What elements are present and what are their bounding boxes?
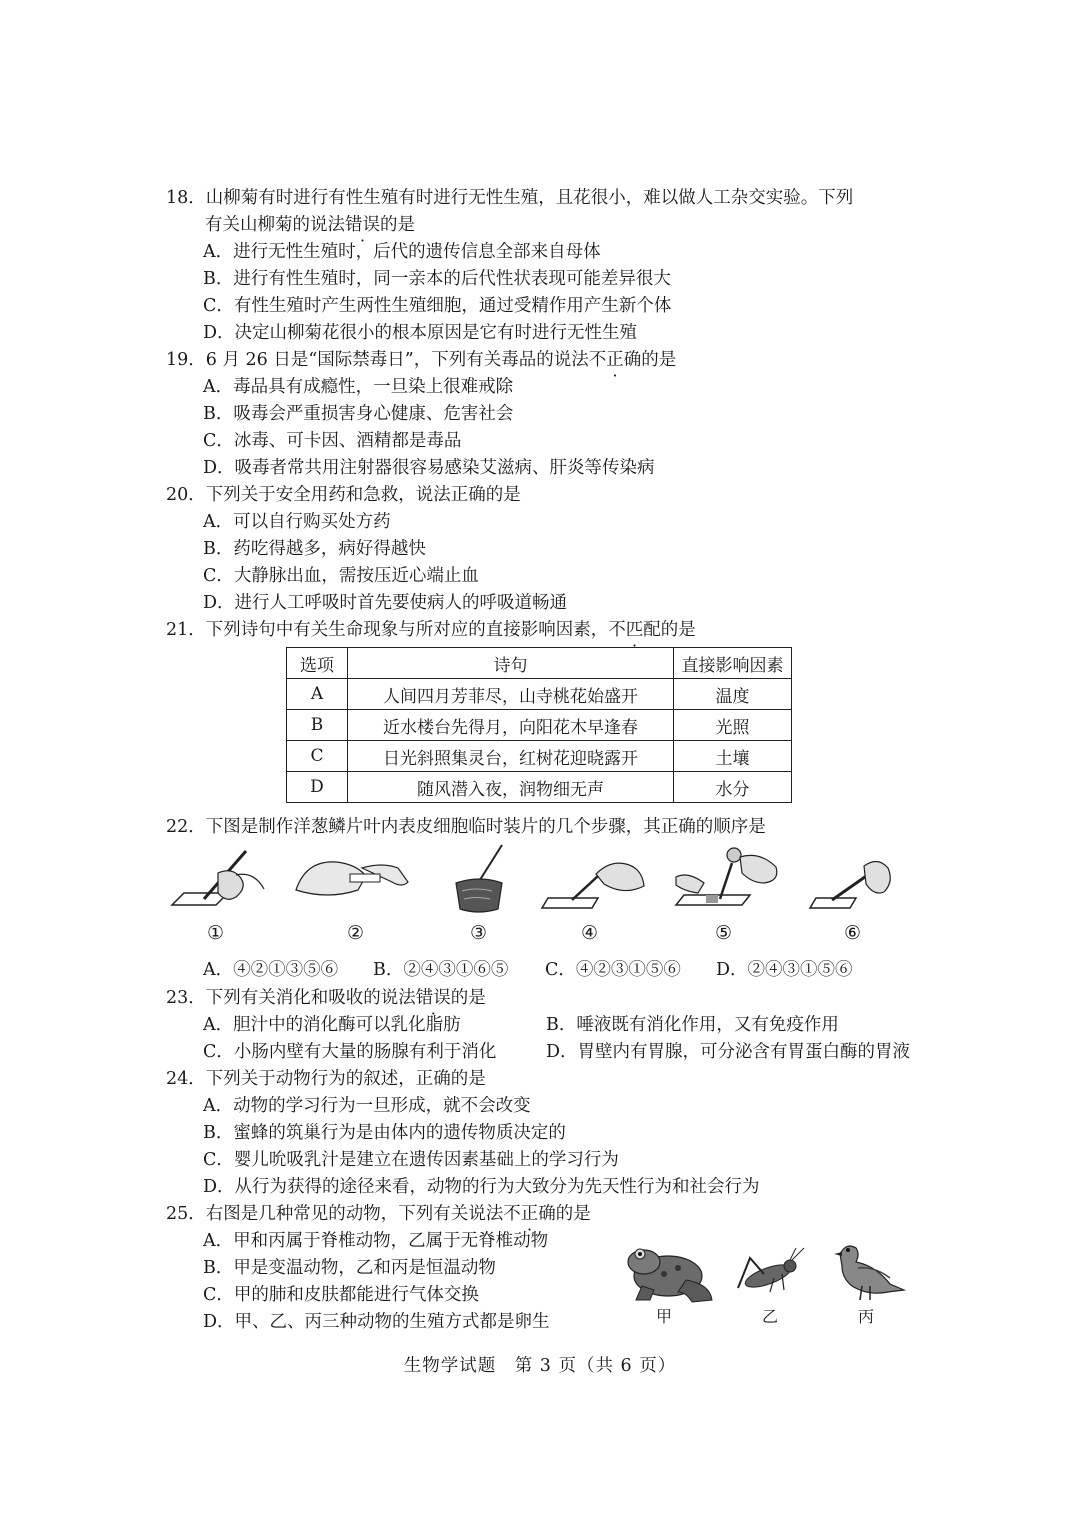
step-label-4: ④ — [581, 922, 599, 944]
q24-stem: 24．下列关于动物行为的叙述，正确的是 — [166, 1069, 486, 1089]
q20-option-c: C．大静脉出血，需按压近心端止血 — [203, 566, 479, 586]
q18-option-c: C．有性生殖时产生两性生殖细胞，通过受精作用产生新个体 — [203, 296, 672, 316]
table-cell: D — [287, 772, 348, 803]
q22-option-d: D．②④③①⑤⑥ — [716, 960, 853, 980]
table-cell: C — [287, 741, 348, 772]
table-header-cell: 直接影响因素 — [674, 648, 792, 679]
step-2-illustration — [292, 850, 412, 912]
q22-stem: 22．下图是制作洋葱鳞片叶内表皮细胞临时装片的几个步骤，其正确的顺序是 — [166, 817, 766, 837]
step-6-illustration — [806, 852, 896, 916]
q23-option-a: A．胆汁中的消化酶可以乳化脂肪 — [203, 1015, 461, 1035]
q20-stem: 20．下列关于安全用药和急救，说法正确的是 — [166, 485, 521, 505]
q19-stem — [166, 348, 676, 372]
q25-option-c: C．甲的肺和皮肤都能进行气体交换 — [203, 1285, 479, 1305]
q18-emphasis: 错误 — [345, 215, 380, 235]
q20-option-b: B．药吃得越多，病好得越快 — [203, 539, 426, 559]
step-3-illustration — [450, 843, 510, 915]
q21-table — [286, 647, 792, 803]
q18-stem-line2 — [205, 213, 415, 237]
q19-stem-text: 19．6 月 26 日是“国际禁毒日”，下列有关毒品的说法 — [166, 350, 589, 370]
q22-option-a: A．④②①③⑤⑥ — [203, 960, 339, 980]
q18-option-b: B．进行有性生殖时，同一亲本的后代性状表现可能差异很大 — [203, 269, 671, 289]
q25-emphasis: 不正确 — [503, 1204, 556, 1224]
step-label-6: ⑥ — [844, 922, 862, 944]
q23-option-c: C．小肠内壁有大量的肠腺有利于消化 — [203, 1042, 497, 1062]
q23-emphasis: 错误 — [415, 988, 451, 1008]
step-4-illustration — [538, 850, 648, 916]
q24-option-d: D．从行为获得的途径来看，动物的行为大致分为先天性行为和社会行为 — [203, 1177, 760, 1197]
table-cell: 日光斜照集灵台，红树花迎晓露开 — [348, 741, 674, 772]
grasshopper-illustration — [734, 1246, 806, 1298]
table-header-cell: 诗句 — [348, 648, 674, 679]
q19-emphasis: 不正确 — [588, 350, 642, 370]
q18-option-d: D．决定山柳菊花很小的根本原因是它有时进行无性生殖 — [203, 323, 638, 343]
q21-stem — [166, 618, 696, 642]
q18-stem-text: 有关山柳菊的说法 — [205, 215, 345, 235]
q23-option-b: B．唾液既有消化作用，又有免疫作用 — [546, 1015, 839, 1035]
table-cell: 人间四月芳菲尽，山寺桃花始盛开 — [348, 679, 674, 710]
table-row — [287, 710, 792, 741]
q24-option-b: B．蜜蜂的筑巢行为是由体内的遗传物质决定的 — [203, 1123, 566, 1143]
q21-stem-text: 21．下列诗句中有关生命现象与所对应的直接影响因素， — [166, 620, 609, 640]
step-5-illustration — [672, 843, 782, 915]
q18-stem-line1: 18．山柳菊有时进行有性生殖有时进行无性生殖，且花很小，难以做人工杂交实验。下列 — [166, 188, 854, 208]
q19-option-c: C．冰毒、可卡因、酒精都是毒品 — [203, 431, 462, 451]
page-footer: 生物学试题 第 3 页（共 6 页） — [403, 1356, 677, 1376]
step-label-5: ⑤ — [715, 922, 733, 944]
table-cell: 光照 — [674, 710, 792, 741]
animal-label-jia: 甲 — [656, 1307, 673, 1326]
table-cell: A — [287, 679, 348, 710]
q24-option-c: C．婴儿吮吸乳汁是建立在遗传因素基础上的学习行为 — [203, 1150, 619, 1170]
step-label-2: ② — [347, 922, 365, 944]
table-header-row — [287, 648, 792, 679]
q23-stem-end: 的是 — [450, 988, 486, 1008]
q21-emphasis: 不匹配 — [608, 620, 661, 640]
table-cell: 近水楼台先得月，向阳花木早逢春 — [348, 710, 674, 741]
animal-label-yi: 乙 — [762, 1307, 779, 1326]
q22-option-c: C．④②③①⑤⑥ — [545, 960, 681, 980]
q24-option-a: A．动物的学习行为一旦形成，就不会改变 — [203, 1096, 531, 1116]
step-label-1: ① — [207, 922, 225, 944]
q19-option-a: A．毒品具有成瘾性，一旦染上很难戒除 — [203, 377, 514, 397]
q25-stem-end: 的是 — [555, 1204, 591, 1224]
q20-option-a: A．可以自行购买处方药 — [203, 512, 391, 532]
table-row — [287, 679, 792, 710]
q18-stem-end: 的是 — [380, 215, 415, 235]
table-cell: 水分 — [674, 772, 792, 803]
q18-option-a: A．进行无性生殖时，后代的遗传信息全部来自母体 — [203, 242, 601, 262]
step-label-3: ③ — [470, 922, 488, 944]
q25-option-a: A．甲和丙属于脊椎动物，乙属于无脊椎动物 — [203, 1231, 549, 1251]
frog-illustration — [624, 1240, 716, 1304]
table-cell: 随风潜入夜，润物细无声 — [348, 772, 674, 803]
q21-stem-end: 的是 — [660, 620, 696, 640]
q19-option-b: B．吸毒会严重损害身心健康、危害社会 — [203, 404, 514, 424]
q19-stem-end: 的是 — [641, 350, 677, 370]
table-header-cell: 选项 — [287, 648, 348, 679]
q25-stem — [166, 1202, 591, 1226]
q20-option-d: D．进行人工呼吸时首先要使病人的呼吸道畅通 — [203, 593, 568, 613]
table-row — [287, 772, 792, 803]
q25-option-d: D．甲、乙、丙三种动物的生殖方式都是卵生 — [203, 1312, 550, 1332]
q23-stem-text: 23．下列有关消化和吸收的说法 — [166, 988, 416, 1008]
q25-option-b: B．甲是变温动物，乙和丙是恒温动物 — [203, 1258, 496, 1278]
step-1-illustration — [168, 845, 268, 915]
q25-stem-text: 25．右图是几种常见的动物，下列有关说法 — [166, 1204, 504, 1224]
pigeon-illustration — [828, 1238, 908, 1304]
table-row — [287, 741, 792, 772]
q23-stem — [166, 986, 486, 1010]
table-cell: 土壤 — [674, 741, 792, 772]
table-cell: B — [287, 710, 348, 741]
q19-option-d: D．吸毒者常共用注射器很容易感染艾滋病、肝炎等传染病 — [203, 458, 655, 478]
table-cell: 温度 — [674, 679, 792, 710]
q23-option-d: D．胃壁内有胃腺，可分泌含有胃蛋白酶的胃液 — [546, 1042, 911, 1062]
q22-option-b: B．②④③①⑥⑤ — [373, 960, 509, 980]
animal-label-bing: 丙 — [858, 1307, 875, 1326]
